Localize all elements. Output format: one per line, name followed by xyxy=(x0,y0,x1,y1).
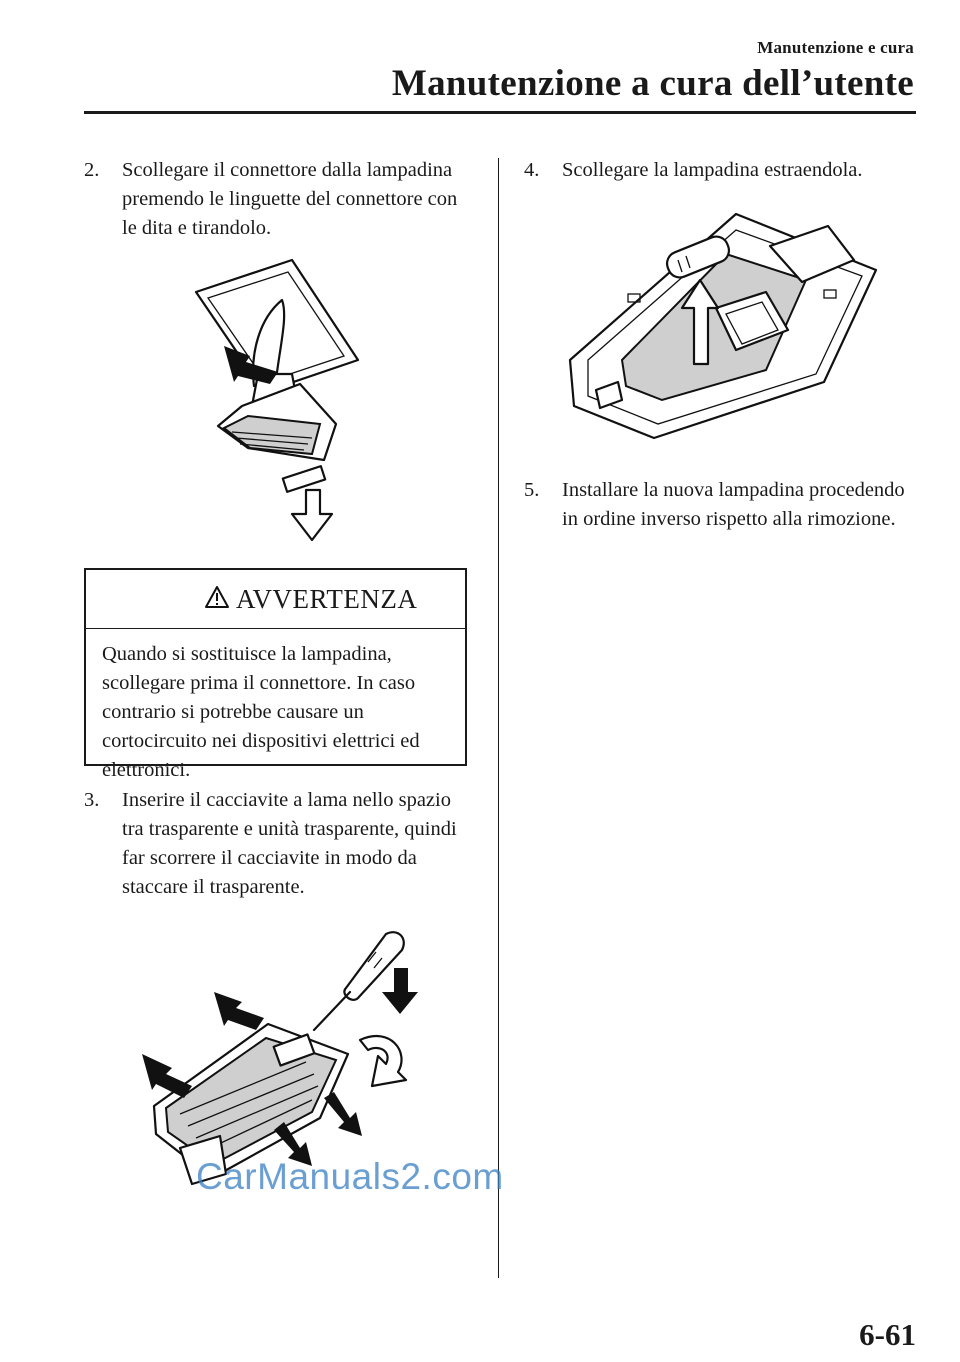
section-label: Manutenzione e cura xyxy=(757,38,914,57)
page-title: Manutenzione a cura dell’utente xyxy=(391,63,914,104)
step-number: 2. xyxy=(84,159,100,181)
header-rule xyxy=(84,111,916,114)
bulb-removal-illustration xyxy=(566,210,882,442)
step-5 xyxy=(524,476,916,534)
step-text: Installare la nuova lampadina procedendo in ordine inverso rispetto alla rimozione. xyxy=(562,479,905,530)
step-number: 5. xyxy=(524,479,540,501)
watermark: CarManuals2.com xyxy=(196,1156,504,1197)
lens-removal-illustration xyxy=(136,922,426,1192)
step-text: Scollegare il connettore dalla lampadina premendo le linguette del connettore con le dita e tirandolo. xyxy=(122,159,458,239)
step-number: 4. xyxy=(524,159,540,181)
warning-title: AVVERTENZA xyxy=(236,584,418,614)
warning-header xyxy=(86,570,465,629)
step-3 xyxy=(84,786,470,902)
step-text: Scollegare la lampadina estraendola. xyxy=(562,159,863,181)
step-4 xyxy=(524,156,916,185)
step-text: Inserire il cacciavite a lama nello spazio tra trasparente e unità trasparente, quindi far scorrere il cacciavite in modo da staccare il trasparente. xyxy=(122,789,457,898)
warning-box xyxy=(84,568,467,781)
warning-triangle-icon xyxy=(204,585,230,609)
step-2 xyxy=(84,156,470,243)
column-divider xyxy=(498,158,499,1278)
warning-body: Quando si sostituisce la lampadina, scollegare prima il connettore. In caso contrario si potrebbe causare un cortocircuito nei dispositivi elettrici ed elettronici. xyxy=(102,643,420,781)
step-number: 3. xyxy=(84,789,100,811)
connector-removal-illustration xyxy=(188,256,368,546)
page-number: 6-61 xyxy=(859,1317,916,1352)
